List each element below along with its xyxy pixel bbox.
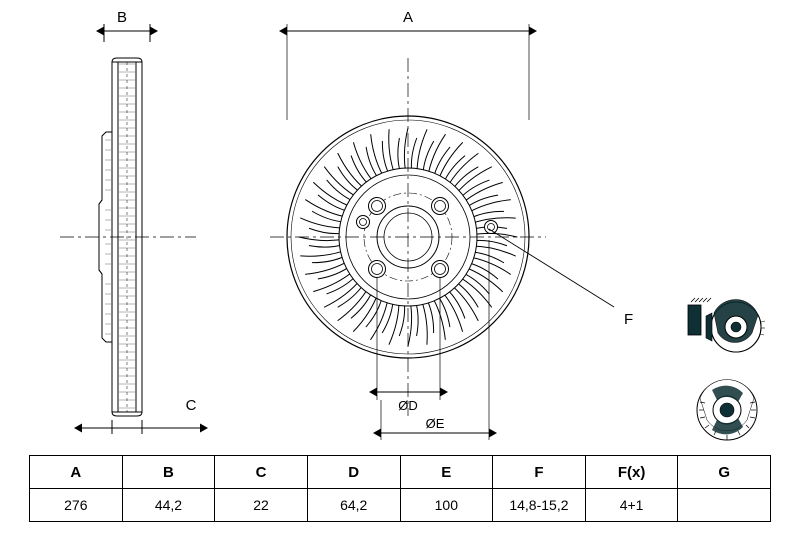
table-cell-f: 14,8-15,2 xyxy=(493,489,586,522)
product-thumbnail-bottom xyxy=(697,380,757,440)
product-thumbnail-top xyxy=(688,298,765,352)
sensor-block xyxy=(688,305,701,335)
table-header-d: D xyxy=(307,456,400,489)
dimension-e-label: ØE xyxy=(425,416,445,431)
dimension-c-label: C xyxy=(185,397,197,414)
dimension-b-label: B xyxy=(116,9,128,26)
dimension-a-label: A xyxy=(402,9,414,26)
table-cell-c: 22 xyxy=(215,489,308,522)
table-header-a: A xyxy=(30,456,123,489)
table-header-f: F xyxy=(493,456,586,489)
table-header-fx: F(x) xyxy=(585,456,678,489)
table-cell-b: 44,2 xyxy=(122,489,215,522)
table-header-c: C xyxy=(215,456,308,489)
table-cell-d: 64,2 xyxy=(307,489,400,522)
table-header-b: B xyxy=(122,456,215,489)
specification-table xyxy=(29,455,771,522)
table-cell-a: 276 xyxy=(30,489,123,522)
table-header-row xyxy=(30,456,771,489)
guide-hole-inner xyxy=(488,224,495,231)
table-header-e: E xyxy=(400,456,493,489)
dimension-b xyxy=(104,9,150,42)
dimension-d-label: ØD xyxy=(398,398,418,413)
table-header-g: G xyxy=(678,456,771,489)
bolt-hole-inner xyxy=(372,264,383,275)
table-cell-g xyxy=(678,489,771,522)
locating-hole-inner xyxy=(360,219,367,226)
bolt-hole-inner xyxy=(372,201,383,212)
table-cell-e: 100 xyxy=(400,489,493,522)
bolt-hole-inner xyxy=(435,201,446,212)
table-cell-fx: 4+1 xyxy=(585,489,678,522)
table-row xyxy=(30,489,771,522)
callout-f-label: F xyxy=(624,311,634,328)
bolt-hole-inner xyxy=(435,264,446,275)
